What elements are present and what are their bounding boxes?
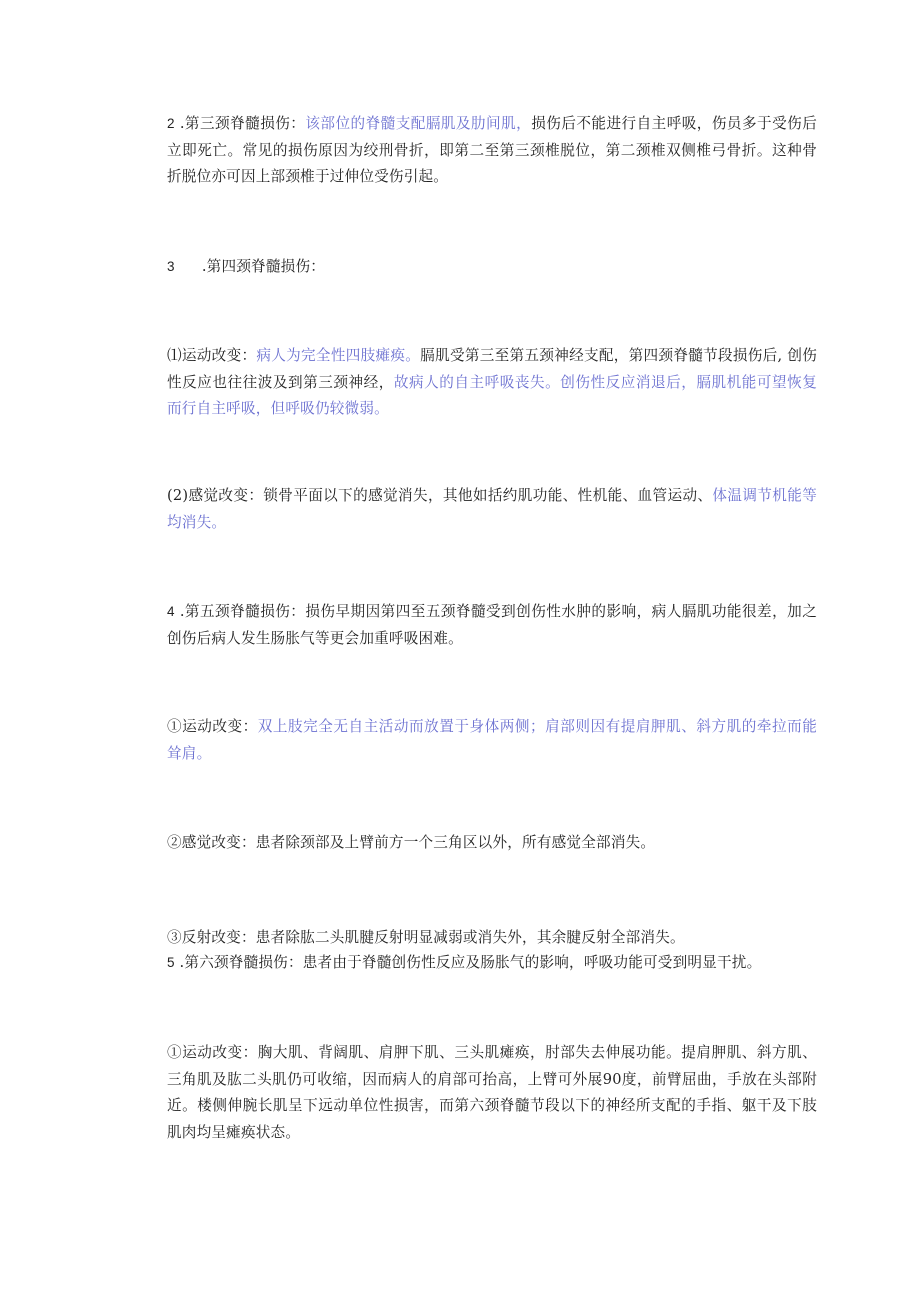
highlighted-text: 故病人的自主呼吸丧失。创伤性反应消退后，膈肌机能可望恢复而行自主呼吸，但呼吸仍较微弱。: [167, 373, 817, 417]
paragraph-c4-sensory: [137, 483, 817, 536]
paragraph-c5-sensory: [137, 830, 817, 857]
subheading-text: ①运动改变：: [167, 718, 258, 735]
paragraph-c3-injury: [137, 111, 817, 191]
section-number: 5: [167, 955, 175, 970]
body-text: ②感觉改变：患者除颈部及上臂前方一个三角区以外，所有感觉全部消失。: [167, 834, 656, 851]
highlighted-text: 双上肢完全无自主活动而放置于身体两侧；肩部则因有提肩胛肌、斜方肌的牵拉而能耸肩。: [167, 718, 818, 762]
paragraph-c5-reflex: [137, 925, 817, 952]
subheading-text: ⑴运动改变：: [167, 347, 257, 364]
heading-text: .第四颈脊髓损伤：: [197, 258, 326, 275]
paragraph-c6-motor: [137, 1040, 817, 1146]
section-number: 2: [167, 116, 175, 131]
paragraph-c5-injury: [137, 599, 817, 652]
body-text: .第六颈脊髓损伤：患者由于脊髓创伤性反应及肠胀气的影响，呼吸功能可受到明显干扰。: [174, 954, 762, 971]
highlighted-text: 体温调节机能等均消失。: [167, 487, 818, 531]
highlighted-text: 病人为完全性四肢瘫痪。: [256, 347, 421, 364]
paragraph-c6-injury: [137, 950, 817, 977]
heading-text: .第三颈脊髓损伤：: [174, 115, 306, 132]
body-text: .第五颈脊髓损伤：损伤早期因第四至五颈脊髓受到创伤性水肿的影响，病人膈肌功能很差，加之创伤后病人发生肠胀气等更会加重呼吸困难。: [167, 603, 817, 647]
body-text: 损伤后不能进行自主呼吸，伤员多于受伤后立即死亡。常见的损伤原因为绞刑骨折，即第二至第三颈椎脱位，第二颈椎双侧椎弓骨折。这种骨折脱位亦可因上部颈椎于过伸位受伤引起。: [167, 115, 817, 185]
highlighted-text: 该部位的脊髓支配膈肌及肋间肌，: [305, 115, 532, 132]
body-text: ①运动改变：胸大肌、背阔肌、肩胛下肌、三头肌瘫痪，肘部失去伸展功能。提肩胛肌、斜方肌、三角肌及肱二头肌仍可收缩，因而病人的肩部可抬高，上臂可外展90度，前臂屈曲，手放在头部附近。楼侧伸腕长肌呈下远动单位性损害，而第六颈脊髓节段以下的神经所支配的手指、躯干及下肢肌肉均呈瘫痪状态。: [167, 1044, 817, 1141]
section-number: 4: [167, 604, 175, 619]
section-number: 3: [167, 259, 175, 274]
paragraph-c5-motor: [137, 714, 817, 767]
body-text: 膈肌受第三至第五颈神经支配，第四颈脊髓节段损伤后, 创伤性反应也往往波及到第三颈神经，: [167, 347, 818, 391]
paragraph-c4-heading: [137, 254, 817, 281]
paragraph-c4-motor: [137, 343, 817, 423]
body-text: (2)感觉改变：锁骨平面以下的感觉消失，其他如括约肌功能、性机能、血管运动、: [167, 487, 713, 504]
body-text: ③反射改变：患者除肱二头肌腱反射明显减弱或消失外，其余腱反射全部消失。: [167, 929, 685, 946]
